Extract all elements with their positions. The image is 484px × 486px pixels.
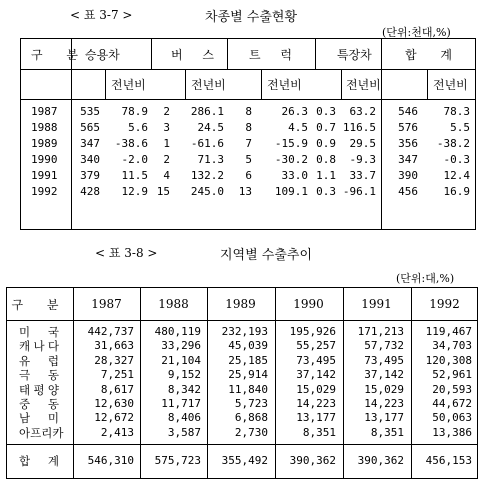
- value-cell: 13,177: [296, 411, 336, 425]
- value-cell: -15.9: [274, 137, 308, 150]
- value-cell: 575,723: [154, 454, 201, 467]
- label-char: 다: [47, 339, 59, 354]
- row-divider: [7, 320, 477, 321]
- label-char: 럽: [47, 353, 59, 368]
- year-header: 1992: [429, 297, 460, 311]
- value-cell: 8,351: [370, 425, 404, 439]
- value-cell: 37,142: [296, 368, 336, 382]
- value-cell: 13: [238, 185, 252, 198]
- label-char: 미: [47, 411, 59, 426]
- label-char: 동: [47, 368, 59, 383]
- table2-title: 지역별 수출추이: [220, 248, 313, 263]
- value-cell: 355,492: [221, 454, 268, 467]
- value-cell: 5.6: [128, 121, 148, 134]
- divider: [185, 69, 186, 99]
- region-row-label: [19, 397, 59, 411]
- label-char: 나: [33, 339, 45, 354]
- value-cell: 37,142: [364, 368, 404, 382]
- header-division: 구 분: [31, 47, 88, 62]
- divider: [105, 69, 106, 99]
- divider: [261, 69, 262, 99]
- label-char: 동: [47, 397, 59, 411]
- label-char: 리: [41, 425, 53, 440]
- value-cell: 0.7: [316, 121, 336, 134]
- region-row-label: [19, 339, 59, 353]
- value-cell: 33,296: [161, 339, 201, 353]
- value-cell: 6,868: [234, 411, 268, 425]
- label-char: 카: [52, 425, 64, 440]
- value-cell: -96.1: [342, 185, 376, 198]
- regional-export-table: [6, 287, 478, 479]
- value-cell: 7: [245, 137, 252, 150]
- value-cell: 1.1: [316, 169, 336, 182]
- table2-unit: (단위:대,%): [396, 272, 455, 285]
- value-cell: 0.8: [316, 153, 336, 166]
- subheader-truck-yoy: 전년비: [267, 77, 302, 92]
- value-cell: 456: [398, 185, 418, 198]
- value-cell: 480,119: [154, 325, 201, 338]
- value-cell: 245.0: [190, 185, 224, 198]
- value-cell: 4.5: [288, 121, 308, 134]
- region-row-label: [19, 354, 59, 368]
- value-cell: 52,961: [432, 368, 472, 382]
- value-cell: 3,587: [167, 425, 201, 439]
- value-cell: 12,672: [94, 411, 134, 425]
- region-row-label: [19, 383, 59, 397]
- value-cell: 5: [245, 153, 252, 166]
- value-cell: 576: [398, 121, 418, 134]
- value-cell: 546: [398, 105, 418, 118]
- value-cell: 2: [163, 105, 170, 118]
- value-cell: 34,703: [432, 339, 472, 353]
- value-cell: -61.6: [190, 137, 224, 150]
- value-cell: -38.2: [436, 137, 470, 150]
- value-cell: 63.2: [349, 105, 376, 118]
- header-special-vehicle: 특장차: [337, 47, 372, 62]
- value-cell: 16.9: [443, 185, 470, 198]
- value-cell: 535: [80, 105, 100, 118]
- value-cell: 25,914: [228, 368, 268, 382]
- value-cell: 6: [245, 169, 252, 182]
- value-cell: 14,223: [296, 397, 336, 410]
- value-cell: 33.7: [349, 169, 376, 182]
- year-cell: 1989: [31, 137, 58, 150]
- label-char: 계: [47, 454, 59, 468]
- label-char: 합: [19, 454, 31, 468]
- value-cell: 44,672: [432, 397, 472, 410]
- value-cell: 20,593: [432, 382, 472, 396]
- value-cell: 13,386: [432, 425, 472, 439]
- region-row-label: [19, 325, 59, 339]
- value-cell: 25,185: [228, 353, 268, 367]
- value-cell: 78.9: [121, 105, 148, 118]
- value-cell: 26.3: [281, 105, 308, 118]
- value-cell: 347: [80, 137, 100, 150]
- value-cell: 8,617: [100, 382, 134, 396]
- subheader-total-yoy: 전년비: [433, 77, 468, 92]
- value-cell: 78.3: [443, 105, 470, 118]
- value-cell: 347: [398, 153, 418, 166]
- value-cell: 5,723: [234, 397, 268, 410]
- value-cell: 15,029: [364, 382, 404, 396]
- label-char: 아: [19, 425, 31, 440]
- value-cell: 15: [156, 185, 170, 198]
- region-row-label: [19, 411, 59, 425]
- value-cell: 132.2: [190, 169, 224, 182]
- vehicle-export-table: [20, 38, 476, 230]
- value-cell: 2,730: [234, 425, 268, 439]
- label-char: 프: [30, 425, 42, 440]
- value-cell: 2,413: [100, 425, 134, 439]
- table-row: [21, 137, 475, 152]
- value-cell: 73,495: [296, 353, 336, 367]
- value-cell: 11,717: [161, 397, 201, 410]
- value-cell: 8,342: [167, 382, 201, 396]
- value-cell: 390,362: [289, 454, 336, 467]
- value-cell: 565: [80, 121, 100, 134]
- value-cell: 0.9: [316, 137, 336, 150]
- header-division: 구 분: [11, 297, 69, 312]
- region-row-label: [19, 368, 59, 382]
- value-cell: 0.3: [316, 105, 336, 118]
- value-cell: 55,257: [296, 339, 336, 353]
- value-cell: 390: [398, 169, 418, 182]
- value-cell: -0.3: [443, 153, 470, 166]
- header-bus: 버 스: [171, 47, 222, 62]
- value-cell: 71.3: [197, 153, 224, 166]
- value-cell: 171,213: [357, 325, 404, 338]
- value-cell: 456,153: [425, 454, 472, 467]
- value-cell: 5.5: [450, 121, 470, 134]
- value-cell: 12.4: [443, 169, 470, 182]
- value-cell: 12,630: [94, 397, 134, 410]
- region-row-label: [19, 425, 64, 440]
- value-cell: 379: [80, 169, 100, 182]
- year-header: 1988: [158, 297, 189, 311]
- label-char: 중: [19, 397, 31, 411]
- value-cell: 390,362: [357, 454, 404, 467]
- header-total: 합 계: [405, 47, 462, 62]
- value-cell: 0.3: [316, 185, 336, 198]
- value-cell: 11.5: [121, 169, 148, 182]
- value-cell: 232,193: [221, 325, 268, 338]
- year-header: 1987: [91, 297, 122, 311]
- year-cell: 1987: [31, 105, 58, 118]
- value-cell: 9,152: [167, 368, 201, 382]
- year-header: 1989: [225, 297, 256, 311]
- divider: [341, 69, 342, 99]
- table1-header-row: [21, 39, 475, 70]
- table-row: [21, 121, 475, 136]
- label-char: 미: [19, 325, 31, 339]
- value-cell: 4: [163, 169, 170, 182]
- table-row: [21, 169, 475, 184]
- divider: [427, 69, 428, 99]
- subheader-bus-yoy: 전년비: [191, 77, 226, 92]
- value-cell: 24.5: [197, 121, 224, 134]
- value-cell: 29.5: [349, 137, 376, 150]
- value-cell: -30.2: [274, 153, 308, 166]
- value-cell: 442,737: [87, 325, 134, 338]
- table-row: [21, 105, 475, 120]
- header-passenger-car: 승용차: [85, 47, 120, 62]
- value-cell: 73,495: [364, 353, 404, 367]
- year-cell: 1990: [31, 153, 58, 166]
- value-cell: 57,732: [364, 339, 404, 353]
- value-cell: 286.1: [190, 105, 224, 118]
- value-cell: 3: [163, 121, 170, 134]
- value-cell: 2: [163, 153, 170, 166]
- value-cell: 109.1: [274, 185, 308, 198]
- value-cell: 116.5: [342, 121, 376, 134]
- value-cell: -2.0: [121, 153, 148, 166]
- total-row-label: [19, 454, 59, 468]
- value-cell: -9.3: [349, 153, 376, 166]
- table2-caption: < 표 3-8 >: [95, 246, 158, 260]
- label-char: 국: [47, 325, 59, 339]
- table1-unit: (단위:천대,%): [382, 26, 451, 39]
- value-cell: 21,104: [161, 353, 201, 367]
- label-char: 캐: [19, 339, 31, 354]
- value-cell: 428: [80, 185, 100, 198]
- value-cell: 7,251: [100, 368, 134, 382]
- value-cell: 8,351: [302, 425, 336, 439]
- table1-subheader-row: [21, 69, 475, 100]
- year-cell: 1988: [31, 121, 58, 134]
- row-divider: [7, 444, 477, 445]
- year-header: 1990: [293, 297, 324, 311]
- value-cell: 120,308: [425, 353, 472, 367]
- value-cell: 119,467: [425, 325, 472, 338]
- value-cell: 14,223: [364, 397, 404, 410]
- value-cell: 33.0: [281, 169, 308, 182]
- label-char: 양: [47, 382, 59, 397]
- value-cell: 12.9: [121, 185, 148, 198]
- label-char: 태: [19, 382, 31, 397]
- year-header: 1991: [361, 297, 392, 311]
- value-cell: 1: [163, 137, 170, 150]
- label-char: 평: [33, 382, 45, 397]
- table-row: [21, 153, 475, 168]
- label-char: 극: [19, 368, 31, 383]
- table1-caption: < 표 3-7 >: [70, 8, 133, 22]
- value-cell: 13,177: [364, 411, 404, 425]
- label-char: 남: [19, 411, 31, 426]
- subheader-special-yoy: 전년비: [346, 77, 381, 92]
- year-cell: 1992: [31, 185, 58, 198]
- value-cell: 31,663: [94, 339, 134, 353]
- divider: [151, 39, 152, 69]
- value-cell: 546,310: [87, 454, 134, 467]
- table1-title: 차종별 수출현황: [205, 10, 298, 25]
- value-cell: -38.6: [114, 137, 148, 150]
- value-cell: 356: [398, 137, 418, 150]
- divider: [315, 39, 316, 69]
- value-cell: 195,926: [289, 325, 336, 338]
- value-cell: 11,840: [228, 382, 268, 396]
- value-cell: 8: [245, 105, 252, 118]
- divider: [227, 39, 228, 69]
- value-cell: 50,063: [432, 411, 472, 425]
- value-cell: 8: [245, 121, 252, 134]
- value-cell: 15,029: [296, 382, 336, 396]
- value-cell: 8,406: [167, 411, 201, 425]
- value-cell: 28,327: [94, 353, 134, 367]
- subheader-passenger-yoy: 전년비: [111, 77, 146, 92]
- year-cell: 1991: [31, 169, 58, 182]
- label-char: 유: [19, 353, 31, 368]
- value-cell: 45,039: [228, 339, 268, 353]
- value-cell: 340: [80, 153, 100, 166]
- header-truck: 트 럭: [249, 47, 300, 62]
- table-row: [21, 185, 475, 200]
